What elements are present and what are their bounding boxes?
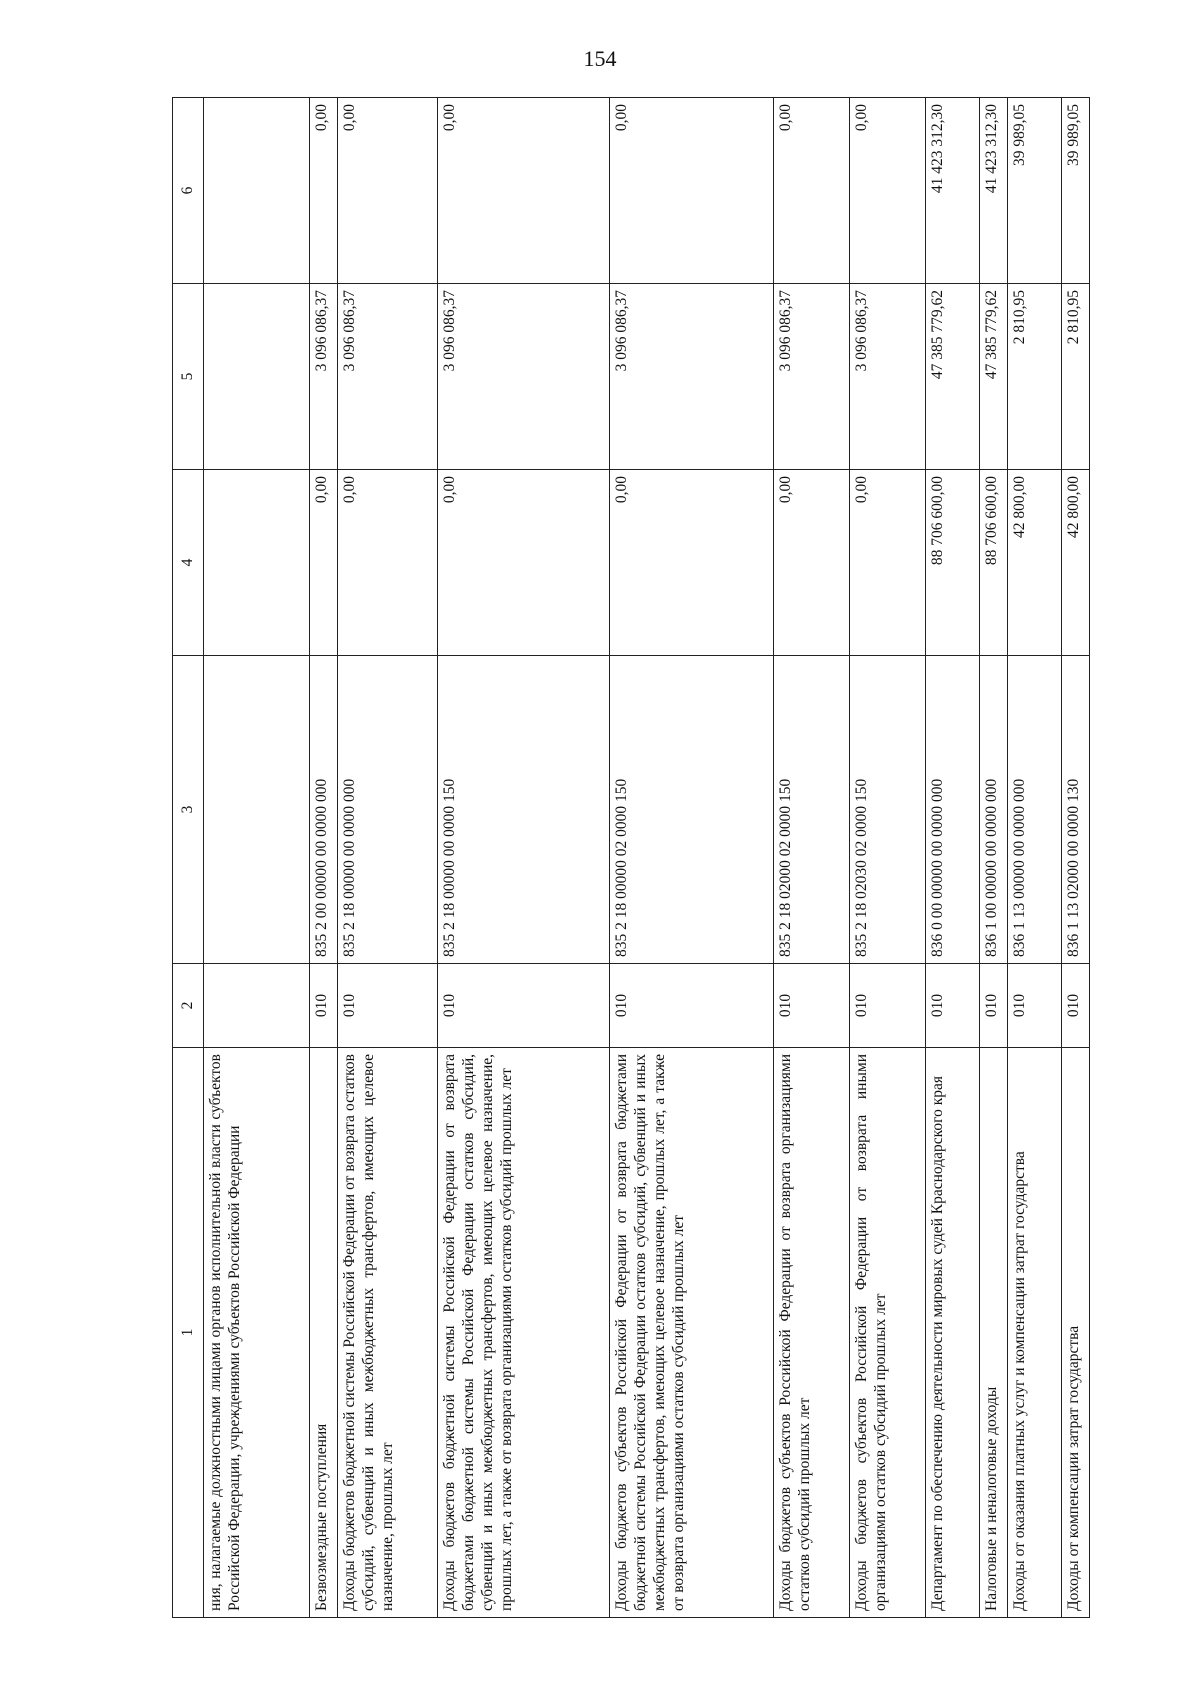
row-name: Безвозмездные поступления [310, 1048, 338, 1618]
row-fact: 47 385 779,62 [926, 284, 980, 470]
table-row [310, 98, 338, 1618]
column-header: 2 [173, 964, 204, 1048]
row-unexecuted: 41 423 312,30 [980, 98, 1008, 284]
table-row [1062, 98, 1090, 1618]
row-budget-code [204, 656, 310, 964]
column-header: 3 [173, 656, 204, 964]
row-unexecuted: 0,00 [850, 98, 926, 284]
row-unexecuted: 39 989,05 [1008, 98, 1062, 284]
row-unexecuted: 0,00 [610, 98, 774, 284]
table-row [338, 98, 438, 1618]
row-unexecuted: 39 989,05 [1062, 98, 1090, 284]
row-fact: 3 096 086,37 [310, 284, 338, 470]
row-name: ния, налагаемые должностными лицами органов исполнительной власти субъектов Российской Федерации, учреждениями субъектов Российской Федерации [204, 1048, 310, 1618]
row-unexecuted: 41 423 312,30 [926, 98, 980, 284]
page-number: 154 [583, 46, 617, 71]
column-header: 4 [173, 470, 204, 656]
row-fact [204, 284, 310, 470]
row-plan: 88 706 600,00 [926, 470, 980, 656]
budget-table [172, 97, 1090, 1618]
row-line-code: 010 [610, 964, 774, 1048]
row-unexecuted: 0,00 [310, 98, 338, 284]
table-row [980, 98, 1008, 1618]
rotated-table-wrapper [172, 98, 1082, 1618]
row-name: Доходы бюджетов бюджетной системы Российской Федерации от возврата остатков субсидий, субвенций и иных межбюджетных трансфертов, имеющих целевое назначение, прошлых лет [338, 1048, 438, 1618]
row-plan: 88 706 600,00 [980, 470, 1008, 656]
row-line-code: 010 [1008, 964, 1062, 1048]
row-name: Департамент по обеспечению деятельности мировых судей Краснодарского края [926, 1048, 980, 1618]
row-fact: 3 096 086,37 [850, 284, 926, 470]
row-budget-code: 835 2 00 00000 00 0000 000 [310, 656, 338, 964]
row-unexecuted: 0,00 [438, 98, 610, 284]
row-budget-code: 835 2 18 00000 00 0000 000 [338, 656, 438, 964]
row-fact: 2 810,95 [1062, 284, 1090, 470]
row-plan: 0,00 [438, 470, 610, 656]
row-fact: 2 810,95 [1008, 284, 1062, 470]
row-name: Доходы бюджетов бюджетной системы Российской Федерации от возврата бюджетами бюджетной системы Российской Федерации остатков субсидий, субвенций и иных межбюджетных трансфертов, имеющих целевое назначение, прошлых лет, а также от возврата организациями остатков субсидий прошлых лет [438, 1048, 610, 1618]
row-plan [204, 470, 310, 656]
row-fact: 47 385 779,62 [980, 284, 1008, 470]
row-plan: 0,00 [850, 470, 926, 656]
table-row [610, 98, 774, 1618]
row-budget-code: 836 1 13 00000 00 0000 000 [1008, 656, 1062, 964]
row-budget-code: 835 2 18 02000 02 0000 150 [774, 656, 850, 964]
row-name: Налоговые и неналоговые доходы [980, 1048, 1008, 1618]
row-line-code [204, 964, 310, 1048]
row-plan: 42 800,00 [1008, 470, 1062, 656]
row-fact: 3 096 086,37 [610, 284, 774, 470]
row-plan: 0,00 [338, 470, 438, 656]
row-unexecuted: 0,00 [774, 98, 850, 284]
row-line-code: 010 [926, 964, 980, 1048]
row-fact: 3 096 086,37 [338, 284, 438, 470]
row-line-code: 010 [980, 964, 1008, 1048]
table-row [850, 98, 926, 1618]
row-budget-code: 836 1 00 00000 00 0000 000 [980, 656, 1008, 964]
table-header-row [173, 98, 204, 1618]
column-header: 6 [173, 98, 204, 284]
table-row [1008, 98, 1062, 1618]
table-row [926, 98, 980, 1618]
row-plan: 42 800,00 [1062, 470, 1090, 656]
row-budget-code: 836 1 13 02000 00 0000 130 [1062, 656, 1090, 964]
row-plan: 0,00 [610, 470, 774, 656]
row-line-code: 010 [850, 964, 926, 1048]
row-line-code: 010 [310, 964, 338, 1048]
row-name: Доходы бюджетов субъектов Российской Федерации от возврата организациями остатков субсидий прошлых лет [774, 1048, 850, 1618]
row-line-code: 010 [438, 964, 610, 1048]
row-name: Доходы от оказания платных услуг и компенсации затрат государства [1008, 1048, 1062, 1618]
table-row [438, 98, 610, 1618]
row-budget-code: 835 2 18 00000 00 0000 150 [438, 656, 610, 964]
column-header: 1 [173, 1048, 204, 1618]
row-plan: 0,00 [774, 470, 850, 656]
row-budget-code: 835 2 18 00000 02 0000 150 [610, 656, 774, 964]
column-header: 5 [173, 284, 204, 470]
row-plan: 0,00 [310, 470, 338, 656]
row-unexecuted [204, 98, 310, 284]
row-line-code: 010 [338, 964, 438, 1048]
table-row [204, 98, 310, 1618]
row-fact: 3 096 086,37 [774, 284, 850, 470]
row-name: Доходы бюджетов субъектов Российской Федерации от возврата бюджетами бюджетной системы Российской Федерации остатков субсидий, субвенций и иных межбюджетных трансфертов, имеющих целевое назначение, прошлых лет, а также от возврата организациями остатков субсидий прошлых лет [610, 1048, 774, 1618]
row-unexecuted: 0,00 [338, 98, 438, 284]
row-line-code: 010 [774, 964, 850, 1048]
row-name: Доходы от компенсации затрат государства [1062, 1048, 1090, 1618]
row-budget-code: 835 2 18 02030 02 0000 150 [850, 656, 926, 964]
row-name: Доходы бюджетов субъектов Российской Федерации от возврата иными организациями остатков субсидий прошлых лет [850, 1048, 926, 1618]
row-budget-code: 836 0 00 00000 00 0000 000 [926, 656, 980, 964]
row-fact: 3 096 086,37 [438, 284, 610, 470]
table-row [774, 98, 850, 1618]
row-line-code: 010 [1062, 964, 1090, 1048]
